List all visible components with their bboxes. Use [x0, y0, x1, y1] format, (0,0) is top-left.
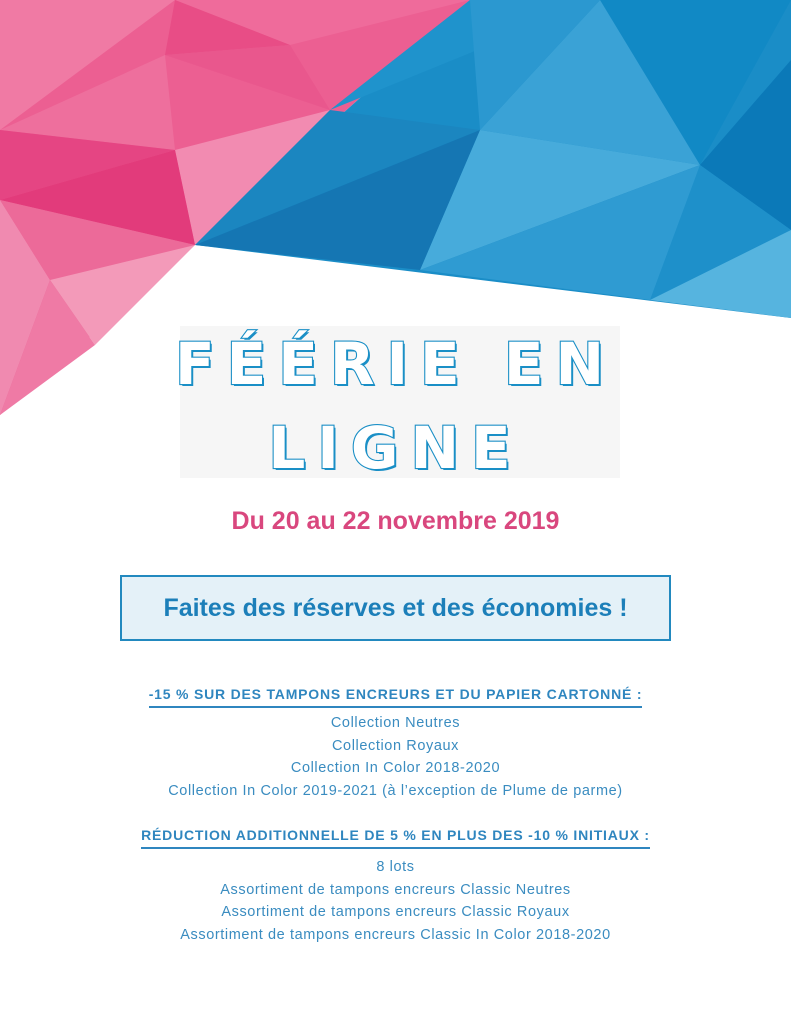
banner-box — [120, 575, 671, 641]
banner-text: Faites des réserves et des économies ! — [163, 593, 628, 622]
list-item: Collection In Color 2018-2020 — [290, 760, 501, 776]
section1-heading — [0, 686, 791, 708]
title-line-2: LIGNE — [268, 414, 523, 482]
list-item: Assortiment de tampons encreurs Classic Neutres — [220, 881, 571, 898]
list-item: Collection Neutres — [330, 715, 461, 731]
section1-list — [0, 712, 791, 802]
list-item: Collection In Color 2019-2021 (à l’exception de Plume de parme) — [168, 782, 623, 799]
section2-list — [0, 856, 791, 946]
list-item: Assortiment de tampons encreurs Classic In Color 2018-2020 — [180, 926, 611, 943]
list-item: Assortiment de tampons encreurs Classic Royaux — [221, 904, 570, 920]
title-line-1: FÉÉRIE EN — [174, 330, 617, 398]
event-dates: Du 20 au 22 novembre 2019 — [231, 507, 560, 535]
section2-heading — [0, 827, 791, 849]
section2-heading-text: RÉDUCTION ADDITIONNELLE DE 5 % EN PLUS DES -10 % INITIAUX : — [141, 827, 650, 849]
list-item: 8 lots — [376, 859, 415, 875]
section1-heading-text: -15 % SUR DES TAMPONS ENCREURS ET DU PAPIER CARTONNÉ : — [149, 686, 643, 708]
list-item: Collection Royaux — [331, 737, 460, 754]
